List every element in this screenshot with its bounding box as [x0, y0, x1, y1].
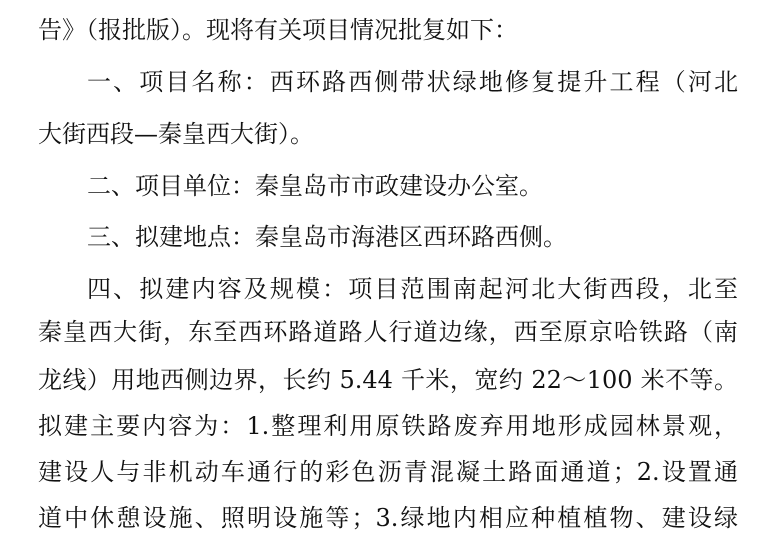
text-line-10: 建设人与非机动车通行的彩色沥青混凝土路面通道；2.设置通: [38, 458, 738, 486]
text-line-8: 龙线）用地西侧边界，长约 5.44 千米，宽约 22～100 米不等。: [38, 366, 738, 394]
text-line-3: 大街西段—秦皇西大街）。: [38, 120, 314, 148]
text-line-4: 二、项目单位：秦皇岛市市政建设办公室。: [87, 172, 543, 200]
text-line-9: 拟建主要内容为：1.整理利用原铁路废弃用地形成园林景观，: [38, 412, 738, 440]
text-line-7: 秦皇西大街，东至西环路道路人行道边缘，西至原京哈铁路（南: [38, 318, 738, 346]
text-line-2: 一、项目名称：西环路西侧带状绿地修复提升工程（河北: [87, 68, 738, 96]
text-line-11: 道中休憩设施、照明设施等；3.绿地内相应种植植物、建设绿: [38, 504, 738, 532]
text-line-1: 告》（报批版）。现将有关项目情况批复如下：: [38, 16, 518, 44]
text-line-6: 四、拟建内容及规模：项目范围南起河北大街西段，北至: [87, 275, 738, 303]
text-line-5: 三、拟建地点：秦皇岛市海港区西环路西侧。: [87, 223, 567, 251]
